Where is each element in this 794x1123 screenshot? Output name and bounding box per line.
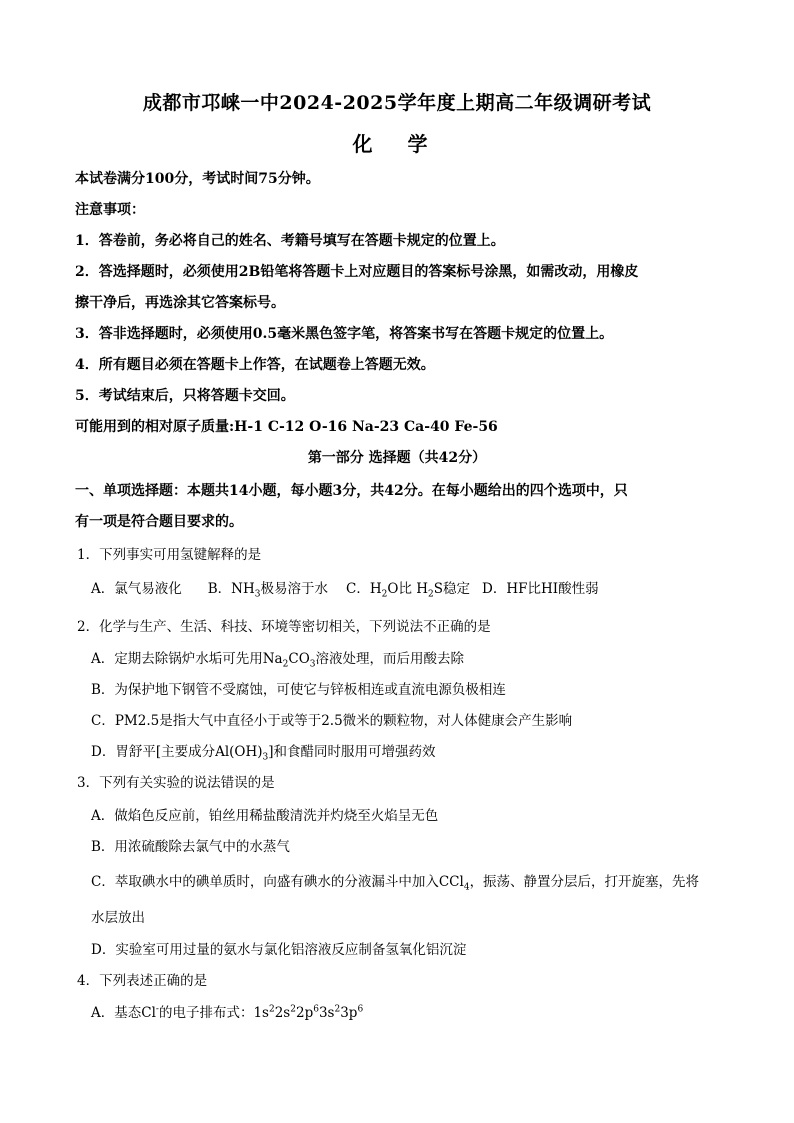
q1-option-d: D．HF比HI酸性弱 <box>482 581 599 597</box>
q2-option-b: B．为保护地下钢管不受腐蚀，可使它与锌板相连或直流电源负极相连 <box>91 682 506 698</box>
q2-option-a: A．定期去除锅炉水垢可先用$Na_2CO_3$溶液处理，而后用酸去除 <box>91 651 464 670</box>
q3-option-c-cont: 水层放出 <box>91 910 145 926</box>
q1-option-b: B．$NH_3$极易溶于水 <box>207 581 328 600</box>
q3-option-c: C．萃取碘水中的碘单质时，向盛有碘水的分液漏斗中加入CCl$_4$，振荡、静置分层后，打开旋塞，先将 <box>91 874 700 893</box>
q3-option-b: B．用浓硫酸除去氯气中的水蒸气 <box>91 839 290 855</box>
exam-intro: 本试卷满分100分，考试时间75分钟。 <box>75 171 320 187</box>
exam-title: 成都市邛崃一中2024-2025学年度上期高二年级调研考试 <box>142 92 652 114</box>
question-1-stem: 1．下列事实可用氢键解释的是 <box>77 547 262 563</box>
subject-title: 化 学 <box>352 132 442 156</box>
q3-option-d: D．实验室可用过量的氨水与氯化铝溶液反应制备氢氧化铝沉淀 <box>91 942 467 958</box>
question-3-stem: 3．下列有关实验的说法错误的是 <box>77 775 275 791</box>
question-4-stem: 4．下列表述正确的是 <box>77 973 208 989</box>
notice-item-2: 2．答选择题时，必须使用2B铅笔将答题卡上对应题目的答案标号涂黑，如需改动，用橡皮 <box>75 264 639 280</box>
question-1-options <box>91 577 599 600</box>
section-instruction-line2: 有一项是符合题目要求的。 <box>75 514 243 530</box>
part1-heading: 第一部分 选择题（共42分） <box>307 450 487 466</box>
q3-option-a: A．做焰色反应前，铂丝用稀盐酸清洗并灼烧至火焰呈无色 <box>91 808 439 824</box>
question-2-stem: 2．化学与生产、生活、科技、环境等密切相关，下列说法不正确的是 <box>77 619 491 635</box>
notice-item-5: 5．考试结束后，只将答题卡交回。 <box>75 388 295 404</box>
notice-item-1: 1．答卷前，务必将自己的姓名、考籍号填写在答题卡规定的位置上。 <box>75 233 505 249</box>
notice-item-2-cont: 擦干净后，再选涂其它答案标号。 <box>75 295 285 311</box>
q2-option-d: D．胃舒平[主要成分$Al(OH)_3$]和食醋同时服用可增强药效 <box>91 744 436 763</box>
section-instruction-line1: 一、单项选择题：本题共14小题，每小题3分，共42分。在每小题给出的四个选项中，只 <box>75 483 628 499</box>
notice-item-3: 3．答非选择题时，必须使用0.5毫米黑色签字笔，将答案书写在答题卡规定的位置上。 <box>75 326 614 342</box>
notice-item-4: 4．所有题目必须在答题卡上作答，在试题卷上答题无效。 <box>75 357 435 373</box>
q1-option-a: A．氯气易液化 <box>91 581 182 597</box>
atomic-masses: 可能用到的相对原子质量:H-1 C-12 O-16 Na-23 Ca-40 Fe-56 <box>75 419 498 435</box>
q2-option-c: C．PM2.5是指大气中直径小于或等于2.5微米的颗粒物，对人体健康会产生影响 <box>91 713 573 729</box>
notice-heading: 注意事项： <box>75 202 145 218</box>
q1-option-c: C．$H_2O$比 $H_2S$稳定 <box>346 581 470 600</box>
q4-option-a: A．基态Cl-的电子排布式：$1s^22s^22p^63s^23p^6$ <box>91 1004 364 1021</box>
